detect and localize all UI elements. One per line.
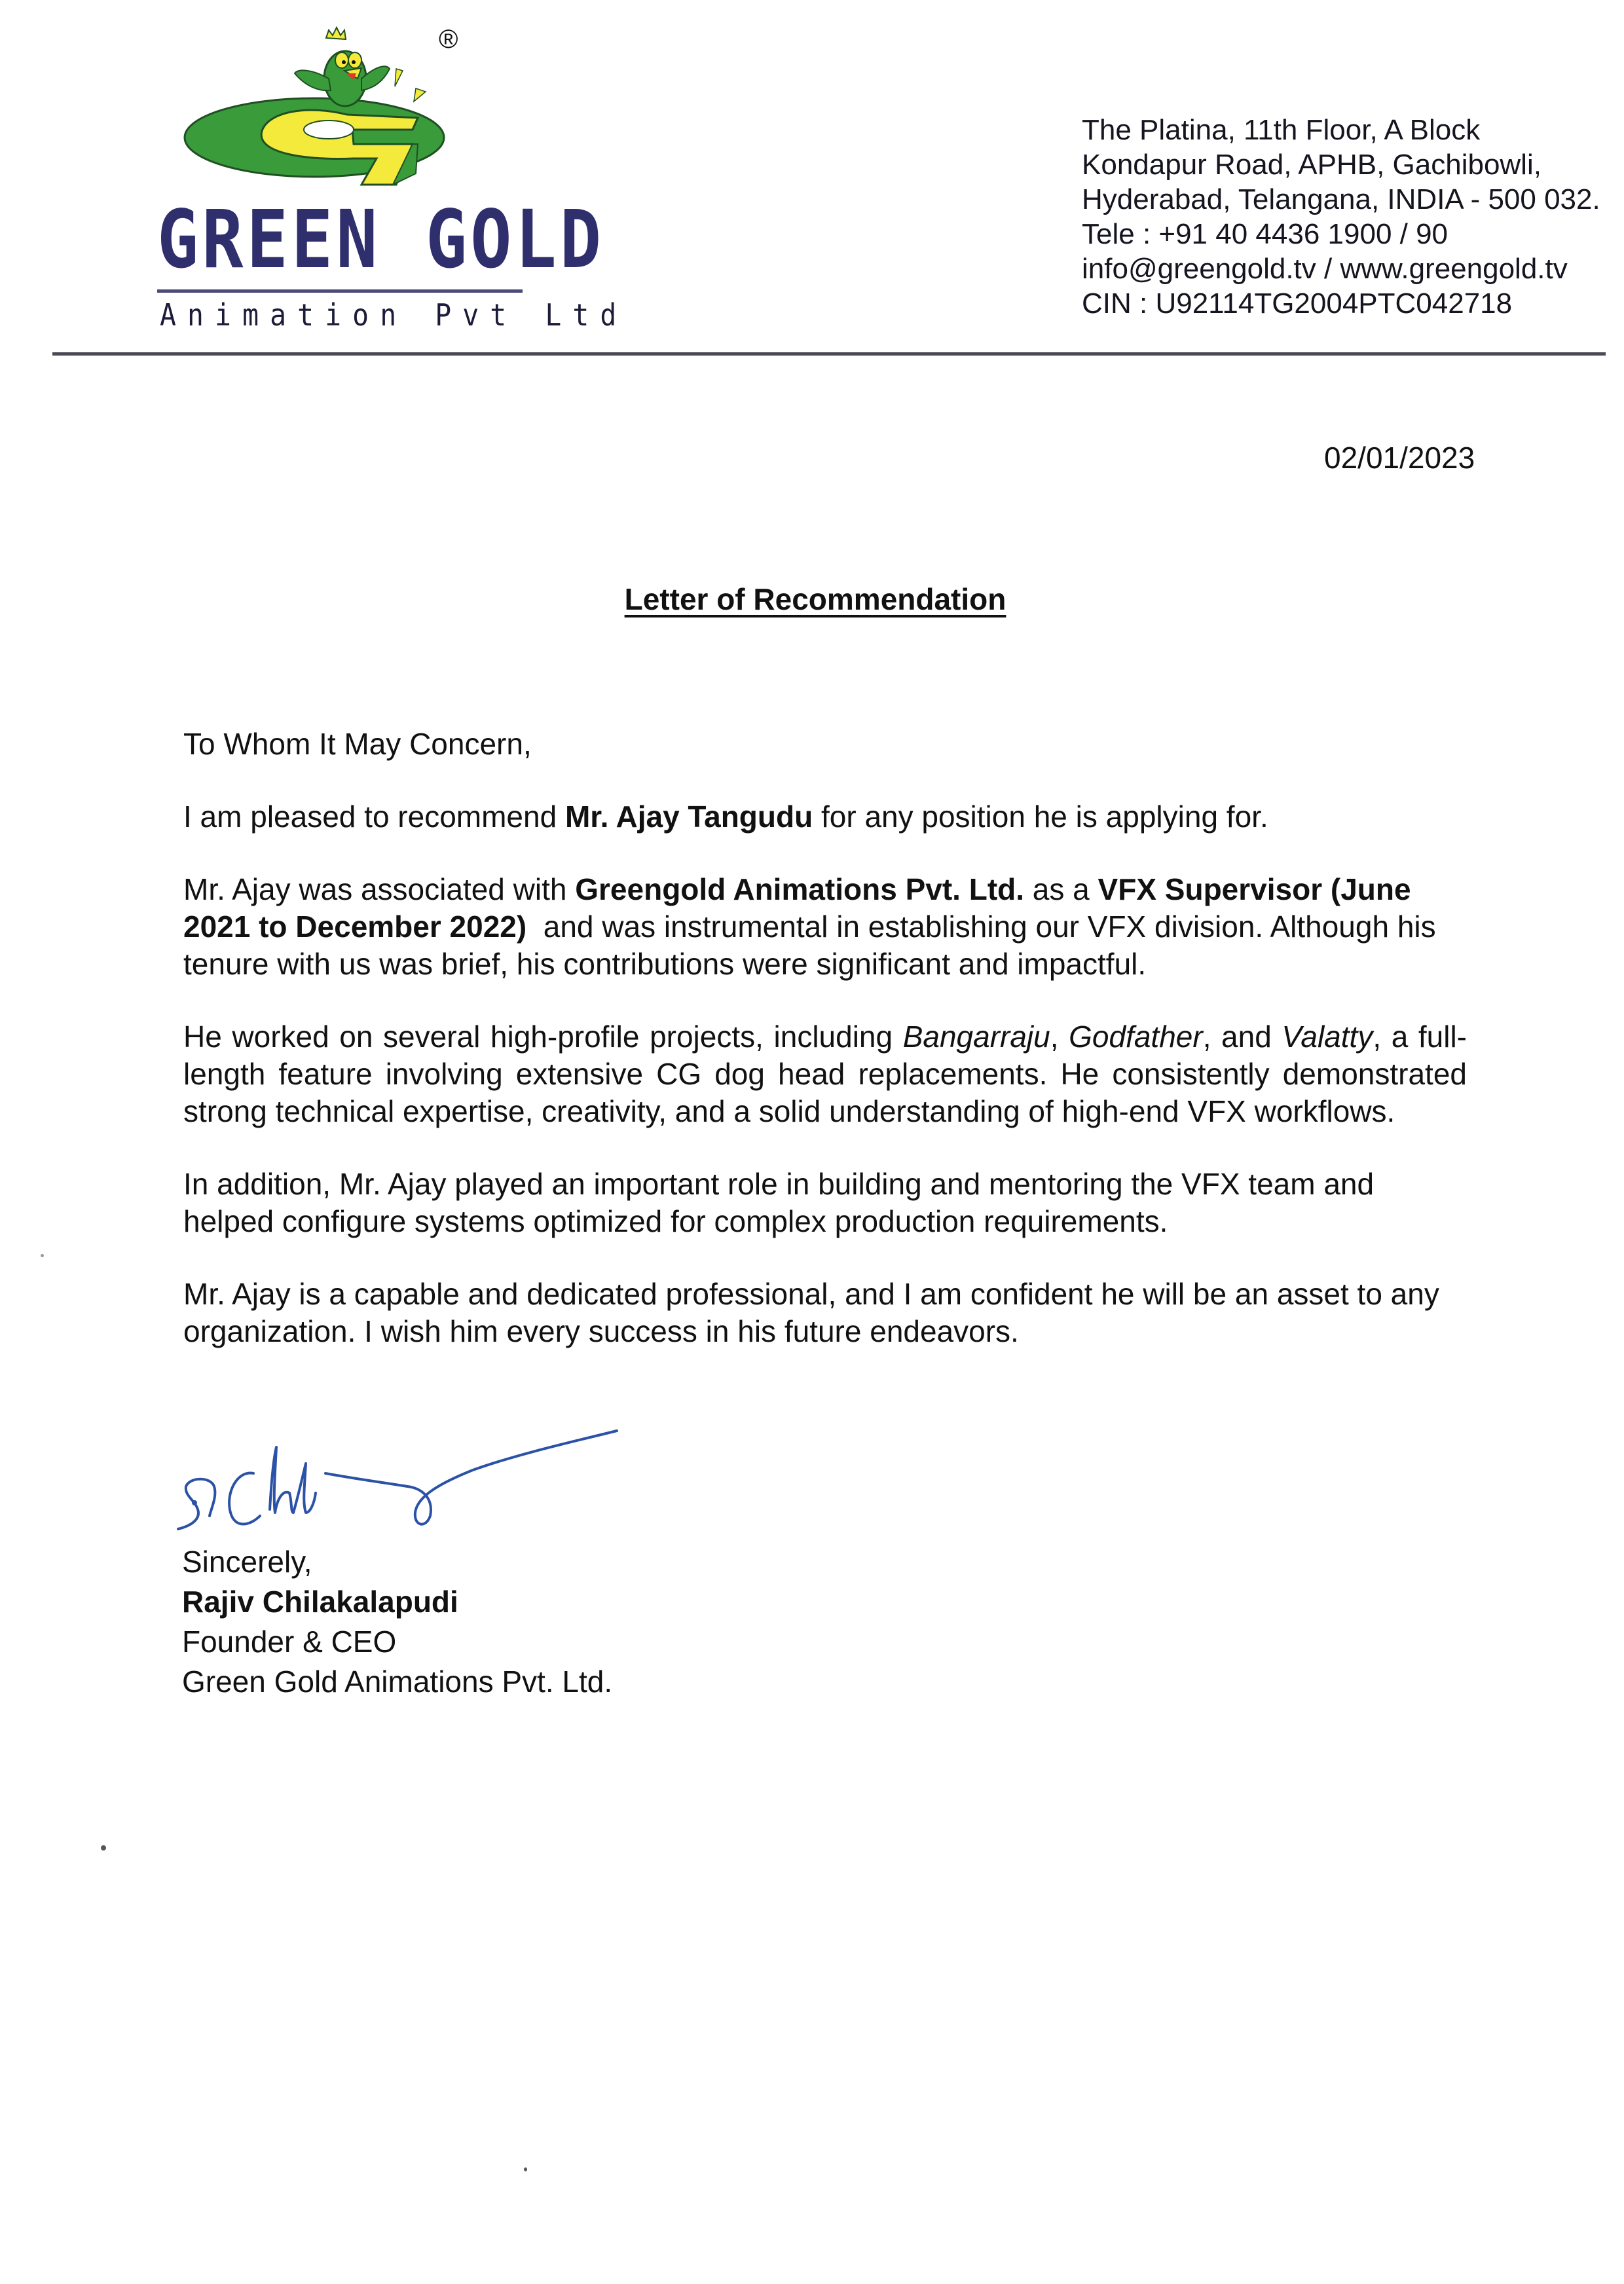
role-and-tenure: VFX Supervisor (June 2021 to December 2022)	[183, 872, 1411, 944]
candidate-name: Mr. Ajay Tangudu	[564, 800, 813, 834]
text: , and	[1202, 1020, 1282, 1054]
salutation: To Whom It May Concern,	[183, 727, 532, 761]
signature-icon	[172, 1421, 643, 1552]
brand-subtitle: Animation Pvt Ltd	[160, 297, 628, 333]
text: Mr. Ajay was associated with	[183, 872, 576, 906]
letter-date: 02/01/2023	[1324, 441, 1475, 475]
email-web-line: info@greengold.tv / www.greengold.tv	[1082, 253, 1568, 285]
brand-name: GREEN GOLD	[157, 193, 605, 286]
registered-trademark-icon: ®	[439, 25, 458, 54]
text: ,	[1050, 1020, 1069, 1054]
text: and was instrumental in establishing our VFX division. Although his tenure with us was brief, his contributions were significant and impactful.	[183, 910, 1445, 981]
company-address	[1082, 113, 1600, 321]
company-logo	[157, 13, 628, 333]
address-line: Kondapur Road, APHB, Gachibowli,	[1082, 149, 1541, 181]
phone-line: Tele : +91 40 4436 1900 / 90	[1082, 218, 1449, 250]
letter-closing	[182, 1542, 612, 1702]
signatory-company: Green Gold Animations Pvt. Ltd.	[182, 1665, 613, 1699]
letter-body	[183, 726, 1467, 1386]
scan-speck	[524, 2167, 527, 2171]
text: for any position he is applying for.	[813, 800, 1268, 834]
paragraph-3	[183, 1018, 1467, 1130]
paragraph-2	[183, 871, 1467, 983]
valediction: Sincerely,	[182, 1545, 312, 1579]
letter-title-text: Letter of Recommendation	[624, 582, 1006, 616]
project-title: Valatty	[1282, 1020, 1373, 1054]
signatory-name: Rajiv Chilakalapudi	[182, 1585, 458, 1619]
letterhead-divider	[52, 352, 1606, 356]
project-title: Godfather	[1069, 1020, 1203, 1054]
company-name: Greengold Animations Pvt. Ltd.	[575, 872, 1025, 906]
text: I am pleased to recommend	[183, 800, 565, 834]
text: , a full-length feature involving extensive CG dog head replacements. He consistently demonstrated strong technical expertise, creativity, and a solid understanding of high-end VFX workflows.	[183, 1020, 1467, 1128]
cin-line: CIN : U92114TG2004PTC042718	[1082, 287, 1513, 320]
brand-divider	[157, 289, 523, 293]
text: He worked on several high-profile projects, including	[183, 1020, 903, 1054]
scan-speck	[41, 1254, 44, 1257]
address-line: The Platina, 11th Floor, A Block	[1082, 114, 1481, 146]
letter-title	[0, 581, 1624, 617]
paragraph-4: In addition, Mr. Ajay played an important role in building and mentoring the VFX team and helped configure systems optimized for complex production requirements.	[183, 1167, 1375, 1238]
project-title: Bangarraju	[902, 1020, 1050, 1054]
handwritten-signature	[172, 1421, 643, 1552]
scan-speck	[101, 1845, 106, 1851]
text: as a	[1024, 872, 1098, 906]
paragraph-5: Mr. Ajay is a capable and dedicated professional, and I am confident he will be an asset to any organization. I wish him every success in his future endeavors.	[183, 1277, 1439, 1348]
parrot-g-logo-icon	[157, 13, 537, 203]
address-line: Hyderabad, Telangana, INDIA - 500 032.	[1082, 183, 1600, 215]
paragraph-1	[183, 798, 1467, 836]
signatory-title: Founder & CEO	[182, 1625, 397, 1659]
